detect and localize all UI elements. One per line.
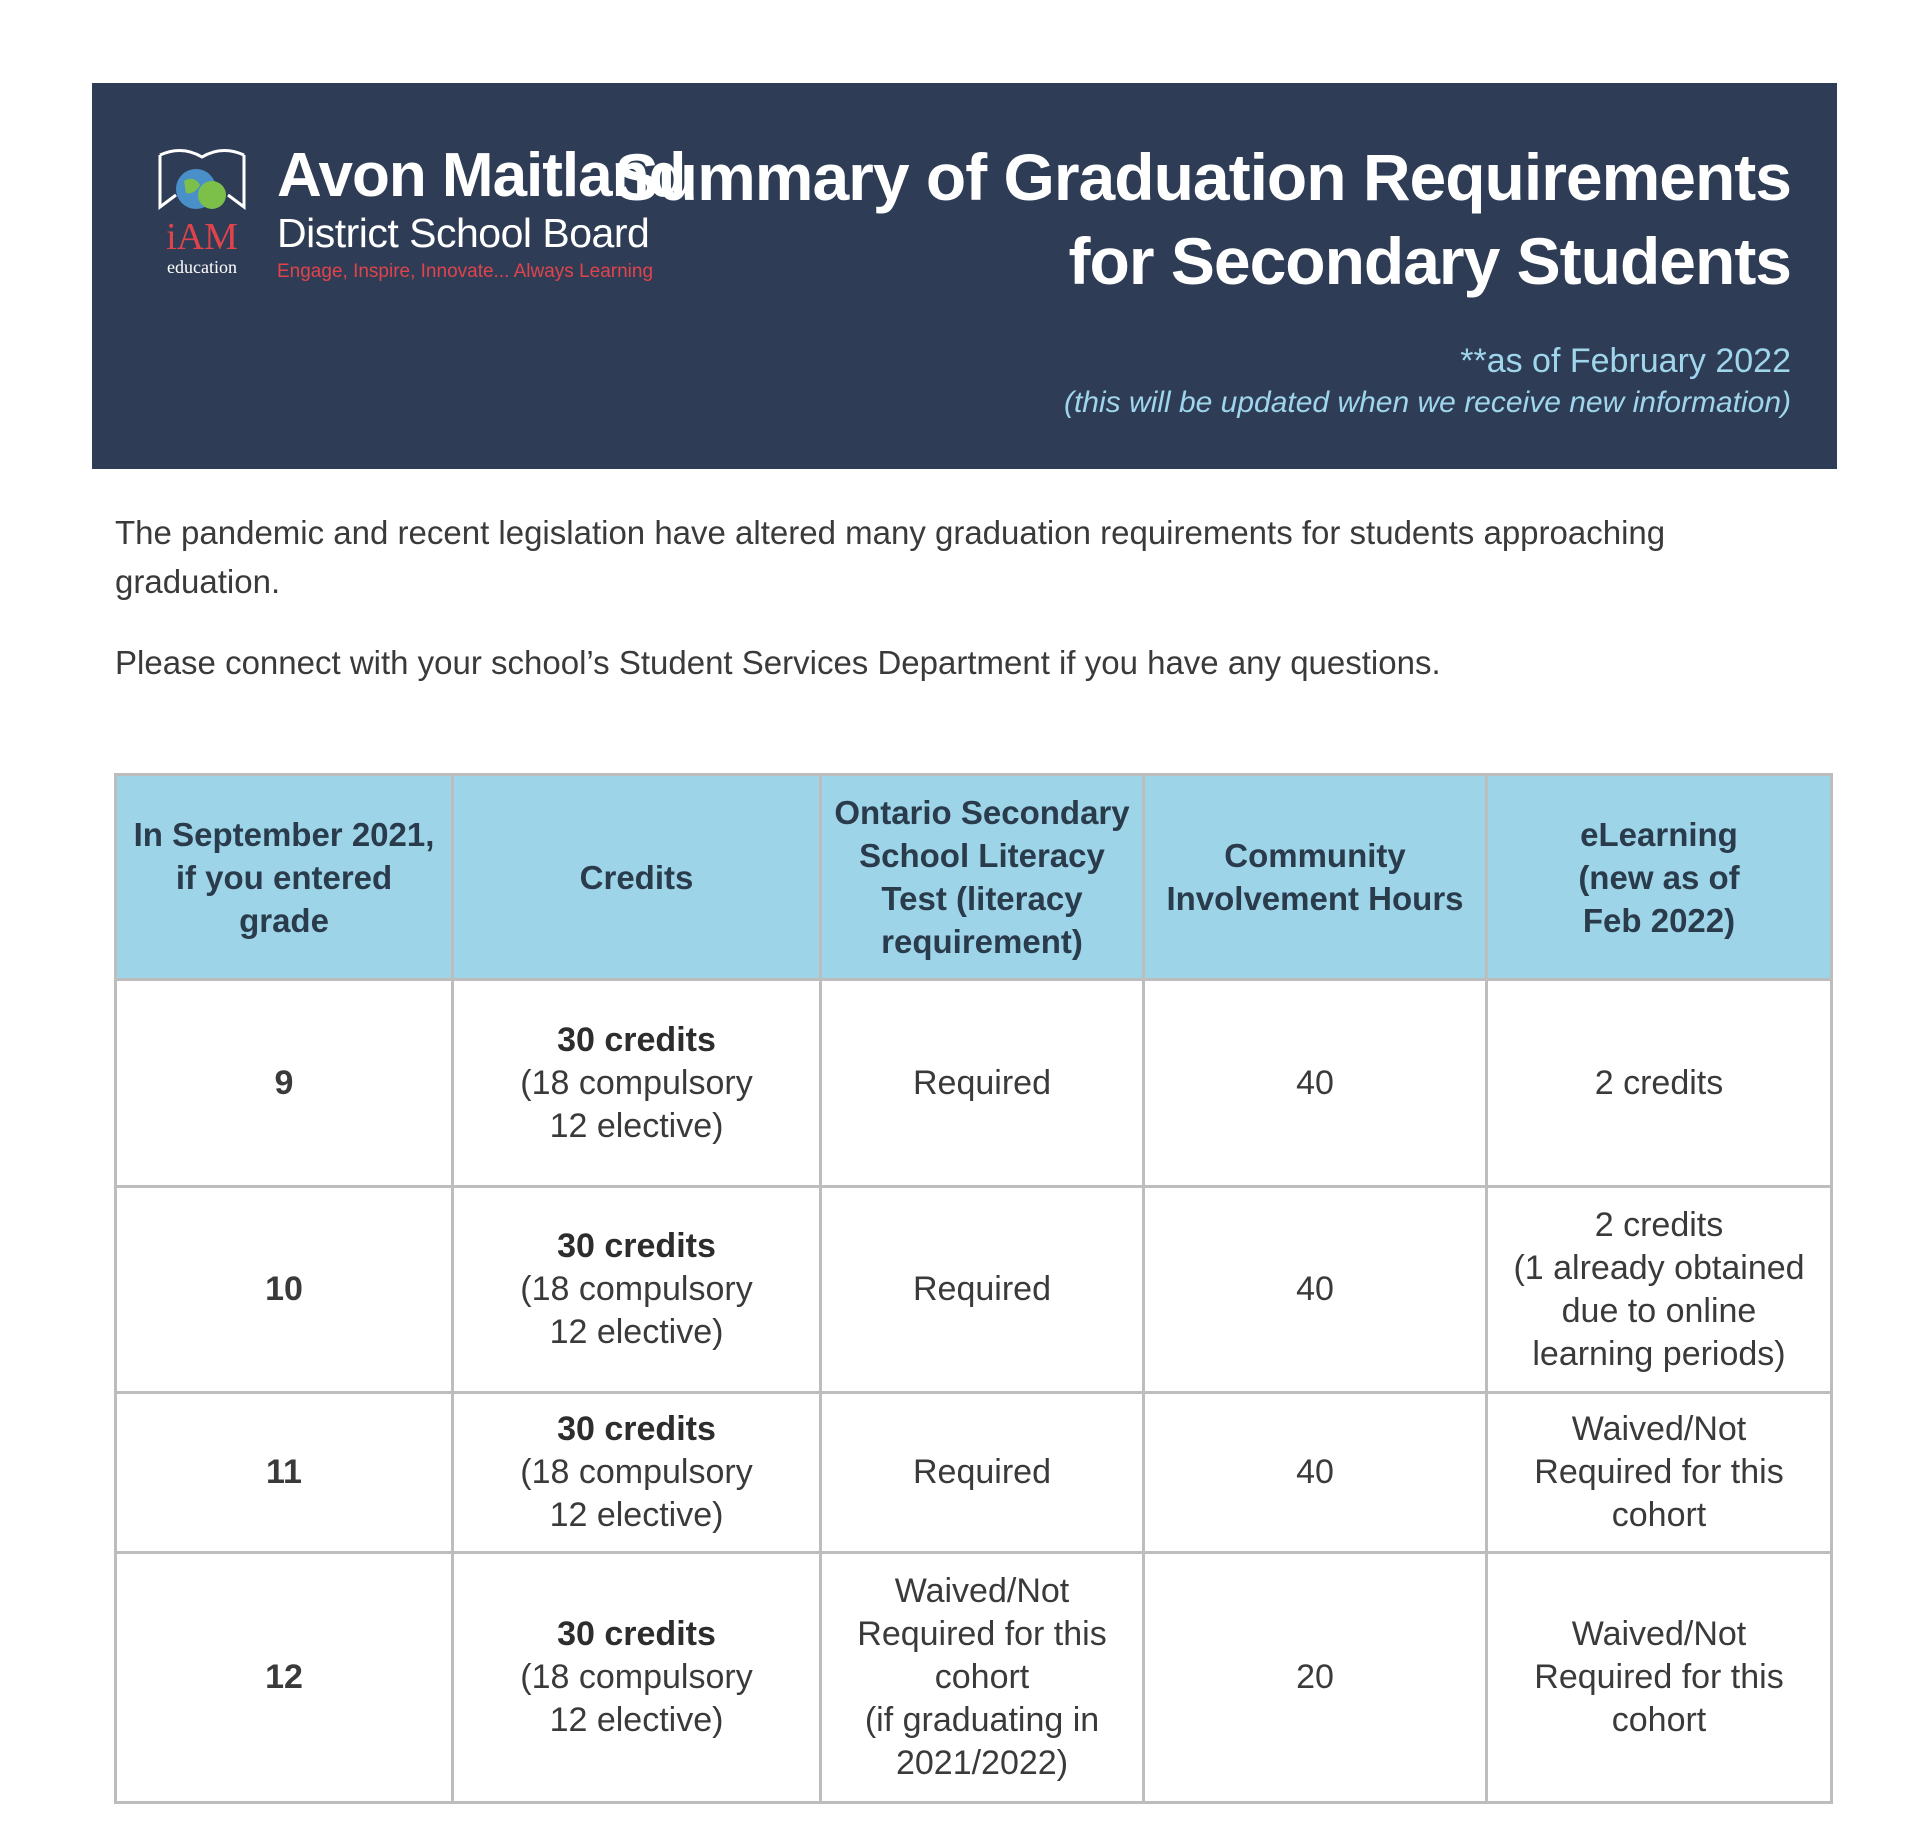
page-title: Summary of Graduation Requirements for Secondary Students	[614, 140, 1791, 298]
requirements-table	[114, 773, 1833, 1804]
literacy-cell: Required	[821, 1393, 1144, 1553]
credits-cell: 30 credits (18 compulsory 12 elective)	[453, 1393, 821, 1553]
iam-education-logo	[154, 145, 250, 281]
grade-cell: 9	[116, 980, 453, 1187]
hours-cell: 40	[1144, 1187, 1487, 1393]
literacy-cell: Required	[821, 980, 1144, 1187]
credits-cell: 30 credits (18 compulsory 12 elective)	[453, 1553, 821, 1803]
hours-cell: 40	[1144, 1393, 1487, 1553]
elearning-cell: 2 credits	[1487, 980, 1832, 1187]
literacy-cell: Required	[821, 1187, 1144, 1393]
org-name: Avon Maitland	[277, 141, 686, 210]
header-elearning: eLearning (new as of Feb 2022)	[1487, 775, 1832, 980]
table-header-row	[116, 775, 1832, 980]
table-row	[116, 1187, 1832, 1393]
elearning-cell: Waived/Not Required for this cohort	[1487, 1553, 1832, 1803]
header-grade: In September 2021, if you entered grade	[116, 775, 453, 980]
intro-paragraph: The pandemic and recent legislation have altered many graduation requirements for students approaching graduation.	[115, 514, 1666, 600]
update-note: (this will be updated when we receive new information)	[1063, 386, 1791, 419]
header-banner	[92, 83, 1837, 469]
hours-cell: 20	[1144, 1553, 1487, 1803]
intro-paragraph: Please connect with your school’s Student Services Department if you have any questions.	[115, 644, 1441, 681]
svg-text:education: education	[167, 257, 237, 277]
hours-cell: 40	[1144, 980, 1487, 1187]
table-row	[116, 1553, 1832, 1803]
credits-cell: 30 credits (18 compulsory 12 elective)	[453, 980, 821, 1187]
literacy-cell: Waived/Not Required for this cohort (if graduating in 2021/2022)	[821, 1553, 1144, 1803]
intro-text	[115, 508, 1835, 719]
org-subtitle: District School Board	[277, 210, 650, 256]
as-of-date: **as of February 2022	[1460, 342, 1791, 380]
grade-cell: 10	[116, 1187, 453, 1393]
table-row	[116, 980, 1832, 1187]
header-credits: Credits	[453, 775, 821, 980]
org-tagline: Engage, Inspire, Innovate... Always Learning	[277, 261, 654, 282]
table-row	[116, 1393, 1832, 1553]
elearning-cell: Waived/Not Required for this cohort	[1487, 1393, 1832, 1553]
header-community-hours: Community Involvement Hours	[1144, 775, 1487, 980]
header-literacy: Ontario Secondary School Literacy Test (literacy requirement)	[821, 775, 1144, 980]
apple-icon	[198, 181, 226, 209]
elearning-cell: 2 credits (1 already obtained due to online learning periods)	[1487, 1187, 1832, 1393]
grade-cell: 11	[116, 1393, 453, 1553]
svg-text:iAM: iAM	[166, 216, 238, 258]
credits-cell: 30 credits (18 compulsory 12 elective)	[453, 1187, 821, 1393]
grade-cell: 12	[116, 1553, 453, 1803]
